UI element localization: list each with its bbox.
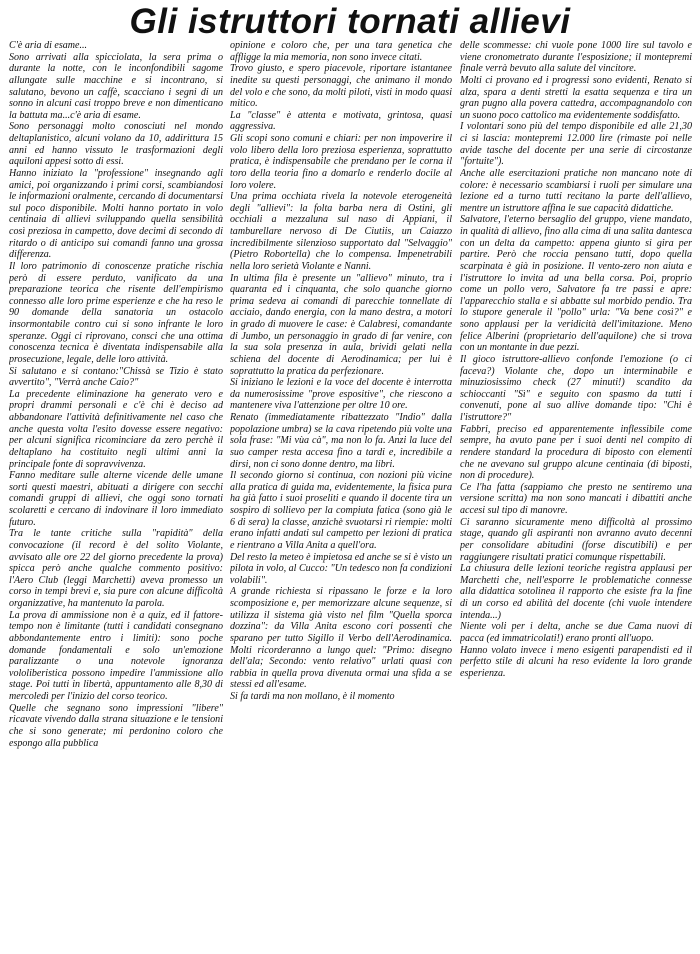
paragraph: Il secondo giorno si continua, con nozioni più vicine alla pratica di guida ma, evidentemente, la fisica pura ha già fatto i suoi proseliti e quando il docente tira un sospiro di sollievo per la compiuta fatica (sono già le 6 di sera) la classe, anzichè svuotarsi ri riempie: molti erano infatti andati sul campetto per lezioni di pratica e rientrano a Villa Anita a quell'ora. [230,470,452,551]
paragraph: Del resto la meteo è impietosa ed anche se si è visto un pilota in volo, al Cucco: "Un tedesco non fa condizioni volabili". [230,551,452,586]
paragraph: Ci saranno sicuramente meno difficoltà al prossimo stage, quando gli aspiranti non avranno avuto decenni per consolidare abitudini (forse discutibili) e per raggiungere risultati pratici comunque rispettabili. [460,516,692,563]
paragraph: Quelle che segnano sono impressioni "libere" ricavate vivendo dalla strana situazione e le tensioni che si sono generate; mi perdonino coloro che espongo alla pubblica [9,702,223,749]
paragraph: Tra le tante critiche sulla "rapidità" della convocazione (il record è del solito Violante, avvisato alle ore 22 del giorno precedente la prova) spicca però anche qualche commento positivo: l'Aero Club (leggi Marchetti) aveva promesso un corso in tempi brevi e, sia pure con alcune difficoltà organizzative, ha mantenuto la parola. [9,528,223,609]
paragraph: Fabbri, preciso ed apparentemente inflessibile come sempre, ha avuto pane per i suoi denti nel compito di rendere standard la procedura di biposto con elementi che ne avevano sul gruppo alcune centinaia (di biposti, non di procedure). [460,423,692,482]
paragraph: La prova di ammissione non è a quiz, ed il fattore-tempo non è limitante (tutti i candidati consegnano abbondantemente entro i limiti): sono poche domande fondamentali e solo un'emozione paralizzante o una notevole ignoranza vololiberistica possono impedire l'ammissione allo stage. Poi tutti in libertà, appuntamento alle 8,30 di mercoledì per l'inizio del corso teorico. [9,609,223,702]
paragraph: In ultima fila è presente un "allievo" minuto, tra i quaranta ed i cinquanta, che solo quanche giorno prima sedeva ai comandi di parecchie tonnellate di acciaio, dando energia, con la mano destra, a motori in grado di muovere le case: è Calabresi, comandante di Jumbo, un personaggio in grado di far venire, con la sua sola presenza in aula, brividi gelati nella schiena del docente di Aerodinamica; per lui è soprattutto la pratica da perfezionare. [230,272,452,377]
paragraph: Hanno volato invece i meno esigenti parapendisti ed il perfetto stile di alcuni ha reso evidente la loro grande esperienza. [460,644,692,679]
paragraph: A grande richiesta si ripassano le forze e la loro scomposizione e, per memorizzare alcune sequenze, si utilizza il sistema già visto nel film "Quella sporca dozzina": da Villa Anita escono cori possenti che sparano per tutto Sigillo il Verbo dell'Aerodinamica. Molti ricorderanno a lungo quel: "Primo: disegno dell'ala; Secondo: vento relativo" urlati quasi con rabbia in quella prova divenuta ormai una sfida a se stessi ed all'esame. [230,586,452,691]
paragraph: Molti ci provano ed i progressi sono evidenti, Renato si alza, spara a denti stretti la esatta sequenza e tira un gran pugno alla povera cattedra, accompagnandolo con un suono poco cattolico ma evidentemente soddisfatto. [460,74,692,121]
paragraph: Sono arrivati alla spicciolata, la sera prima o durante la notte, con le inconfondibili sagome allungate sulle macchine e si incontrano, si salutano, bevono un caffè, scacciano i segni di un sonno in alcuni casi troppo breve e non dimenticano la battuta ma...c'è aria di esame. [9,51,223,121]
paragraph: Una prima occhiata rivela la notevole eterogeneità degli "allievi": la folta barba nera di Ostini, gli occhiali a mezzaluna sul naso di Appiani, il tamburellare nervoso di De Ciutiis, un Caiazzo incredibilmente silenzioso supportato dal "Selvaggio" (Pietro Robortella) che lo compensa. Impenetrabili nella loro serietà Violante e Nanni. [230,191,452,272]
paragraph: La precedente eliminazione ha generato vero e propri drammi personali e c'è chi è deciso ad abbandonare l'attività definitivamente nel caso che anche questa volta l'esito dovesse essere negativo: per alcuni significa ricominciare da zero perchè il deltaplano ha costituito negli ultimi anni la principale fonte di sopravvivenza. [9,388,223,470]
paragraph: Sono personaggi molto conosciuti nel mondo deltaplanistico, alcuni volano da 10, addirittura 15 anni ed hanno vissuto le trasformazioni degli aquiloni appesi sotto di essi. [9,121,223,168]
article-column-3 [460,40,692,952]
paragraph: Anche alle esercitazioni pratiche non mancano note di colore: è necessario scambiarsi i ruoli per simulare una lezione ed a turno tutti recitano la parte dell'allievo, mentre un istruttore affina le sue capacità didattiche. [460,167,692,214]
paragraph: La chiusura delle lezioni teoriche registra applausi per Marchetti che, nell'esporre le problematiche connesse alla didattica sotolinea il rapporto che esiste fra la fine di un corso ed abilità del docente (chi vuole intendere intenda...) [460,563,692,621]
article-column-2 [230,40,452,952]
paragraph: Il loro patrimonio di conoscenze pratiche rischia però di essere perduto, vanificato da una preparazione teorica che risente dell'empirismo connesso alle loro prime esperienze e che ha reso le 90 domande della sanatoria un ostacolo insormontabile contro cui si sono infrante le loro speranze. Oggi ci riprovano, consci che una ottima conoscenza tecnica è diventata indispensabile alla prosecuzione, legale, delle loro attività. [9,260,223,365]
paragraph: La "classe" è attenta e motivata, grintosa, quasi aggressiva. [230,109,452,133]
paragraph: Si iniziano le lezioni e la voce del docente è interrotta da numerosissime "prove espositive", che riescono a mantenere viva l'attenzione per oltre 10 ore. [230,377,452,412]
paragraph: Fanno meditare sulle alterne vicende delle umane sorti questi maestri, abituati a dirigere con secchi comandi gruppi di allievi, che oggi sono tornati scolaretti e cercano di indovinare il loro immediato futuro. [9,470,223,528]
paragraph: Gli scopi sono comuni e chiari: per non impoverire il volo libero della loro preziosa esperienza, soprattutto pratica, è indispensabile che prendano per le corna il toro della teoria fino a domarlo e renderlo docile al loro volere. [230,133,452,191]
paragraph: Niente voli per i delta, anche se due Cama nuovi di pacca (ed immatricolati!) erano pronti all'uopo. [460,621,692,644]
paragraph: Si fa tardi ma non mollano, è il momento [230,691,395,702]
paragraph: Salvatore, l'eterno bersaglio del gruppo, viene mandato, in qualità di allievo, fino alla cima di una salita dantesca con un delta da campetto: appena giunto si gira per partire. Però che roccia pensano tutti, dopo quella scarpinata è già in posizione. Il vento-zero non aiuta e l'istruttore lo invita ad una bella corsa. Poi, proprio come un pollo vero, Salvatore fa tre passi e apre: l'apparecchio stalla e si abbatte sul morbido pendio. Tra lo stupore generale il "pollo" urla: "Va bene così?" e sono applausi per la veridicità dell'imitazione. Meno felice Alberini (proprietario dell'aquilone) che si trova con un montante in due pezzi. [460,214,692,354]
paragraph: I volontari sono più del tempo disponibile ed alle 21,30 ci si lascia: montepremi 12.000 lire (rimaste poi nelle avide tasche del docente per una serie di circostanze "fortuite"). [460,121,692,168]
paragraph: Si salutano e si contano:"Chissà se Tizio è stato avvertito", "Verrà anche Caio?" [9,365,223,389]
paragraph: Il gioco istruttore-allievo confonde l'emozione (o ci faceva?) Violante che, dopo un interminabile e minuziosissimo check (27 minuti!) scandito da schioccanti "Sì" e seguito con spasmo da tutti i convenuti, pone al suo allive domande tipo: "Chi è l'istruttore?" [460,353,692,423]
article-column-1 [9,40,223,952]
paragraph: C'è aria di esame... [9,40,88,51]
paragraph: Renato (immediatamente ribattezzato "Indio" dalla popolazione umbra) se la cava ripetendo più volte una sola frase: "Mi vùa cà", ma non lo fa. Anzi la luce del suo camper resta accesa fino a tardi e, incredibile a dirsi, non ci sono donne dentro, ma libri. [230,412,452,470]
paragraph: Trovo giusto, e spero piacevole, riportare istantanee inedite su questi personaggi, che animano il mondo del volo e che sono, da molti piloti, visti in modo quasi mitico. [230,63,452,110]
article-title: Gli istruttori tornati allievi [129,2,571,41]
paragraph: opinione e coloro che, per una tara genetica che affligge la mia memoria, non sono invece citati. [230,40,452,63]
paragraph: Hanno iniziato la "professione" insegnando agli amici, poi organizzando i primi corsi, scambiandosi le informazioni oralmente, cercando di documentarsi sul poco disponibile. Molti hanno portato in volo centinaia di allievi sviluppando quella sensibilità così preziosa in campetto, dove decimi di secondo di ritardo o di anticipo sui comandi fanno una grossa differenza. [9,167,223,261]
paragraph: Ce l'ha fatta (sappiamo che presto ne sentiremo una versione scritta) ma non sono mancati i dibattiti anche accesi sul tipo di manovre. [460,481,692,516]
paragraph: delle scommesse: chi vuole pone 1000 lire sul tavolo e viene cronometrato durante l'esposizione; il montepremi finale verrà bevuto alla salute del vincitore. [460,40,692,75]
